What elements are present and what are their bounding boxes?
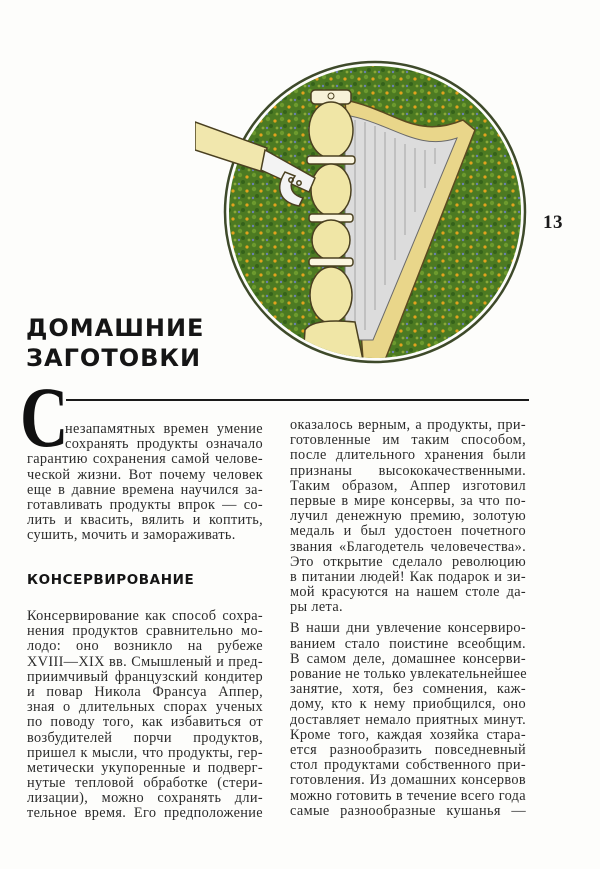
text-line: стол продуктами собственного при- [290, 757, 526, 774]
text-line: можно готовить в течение всего года [290, 787, 526, 804]
text-line: лизации), можно сохранять дли- [27, 790, 263, 807]
text-line: сохранять продукты означало [65, 436, 263, 453]
column-1-body [27, 609, 263, 822]
section-heading: КОНСЕРВИРОВАНИЕ [27, 572, 195, 588]
text-line: оказалось верным, а продукты, при- [290, 417, 526, 433]
text-line: медаль и был удостоен почетного [290, 523, 526, 540]
text-line: гарантию сохранения самой челове- [27, 451, 263, 468]
text-line: тельное время. Его предположение [27, 805, 263, 822]
text-line: сушить, мочить и замораживать. [27, 527, 236, 544]
can-opener-harp-illustration [195, 60, 530, 365]
text-line: незапамятных времен умение [65, 421, 263, 437]
text-line: признаны высококачественными. [290, 462, 526, 479]
chapter-title-line-2: ЗАГОТОВКИ [26, 344, 202, 372]
text-line: В наши дни увлечение консервиро- [290, 620, 526, 637]
text-line: Таким образом, Аппер изготовил [290, 477, 526, 494]
text-line: занятие, хотя, без сомнения, каж- [290, 681, 526, 698]
text-line: доставляет немало приятных минут. [290, 711, 526, 728]
intro-paragraph [27, 422, 263, 544]
horizontal-rule [66, 399, 529, 401]
text-line: лучил денежную премию, золотую [290, 508, 526, 525]
text-line: ры лета. [290, 599, 343, 616]
text-line: звания «Благодетель человечества». [290, 538, 526, 555]
drop-cap: С [20, 369, 69, 465]
text-line: лить и квасить, вялить и коптить, [27, 512, 263, 529]
text-line: нения продуктов сравнительно мо- [27, 623, 263, 640]
text-line: пришел к мысли, что продукты, гер- [27, 744, 263, 761]
text-line: еще в давние времена научился за- [27, 481, 263, 498]
text-line: В самом деле, домашнее консерви- [290, 650, 526, 667]
text-line: лодо: оно возникло на рубеже [27, 638, 263, 655]
chapter-title [26, 313, 204, 373]
page-number: 13 [543, 212, 563, 233]
text-line: готовления. Из домашних консервов [290, 772, 526, 789]
text-line: и повар Никола Франсуа Аппер, [27, 683, 263, 700]
text-line: самые разнообразные кушанья — [290, 802, 526, 819]
text-line: ется разнообразить повседневный [290, 741, 526, 758]
text-line: готовленные им таким способом, [290, 432, 526, 449]
text-line: дому, кто к нему приобщился, оно [290, 696, 526, 713]
text-line: в питании людей! Как подарок и зи- [290, 568, 526, 585]
text-line: возбудителей порчи продуктов, [27, 729, 263, 746]
text-line: XVIII—XIX вв. Смышленый и пред- [27, 653, 263, 670]
text-line: Консервирование как способ сохра- [27, 608, 263, 624]
text-line: приимчивый французский кондитер [27, 668, 263, 685]
text-line: Это открытие сделало революцию [290, 553, 526, 570]
text-line: Кроме того, каждая хозяйка стара- [290, 726, 526, 743]
column-2-body [290, 418, 526, 819]
text-line: ческой жизни. Вот почему человек [27, 466, 263, 483]
text-line: готавливать продукты впрок — со- [27, 496, 263, 513]
text-line: после длительного хранения были [290, 447, 526, 464]
text-line: первые в мире консервы, за что по- [290, 492, 526, 509]
text-line: рование не только увлекательнейшее [290, 666, 528, 682]
text-line: по поводу того, как избавиться от [27, 714, 263, 731]
chapter-title-line-1: ДОМАШНИЕ [26, 314, 205, 342]
text-line: зная о длительных спорах ученых [27, 699, 263, 716]
text-line: метически укупоренные и подверг- [27, 759, 263, 776]
text-line: ванием стало поистине всеобщим. [290, 635, 526, 652]
text-line: мой красуются на нашем столе да- [290, 584, 526, 601]
text-line: нутые тепловой обработке (стери- [27, 775, 263, 792]
